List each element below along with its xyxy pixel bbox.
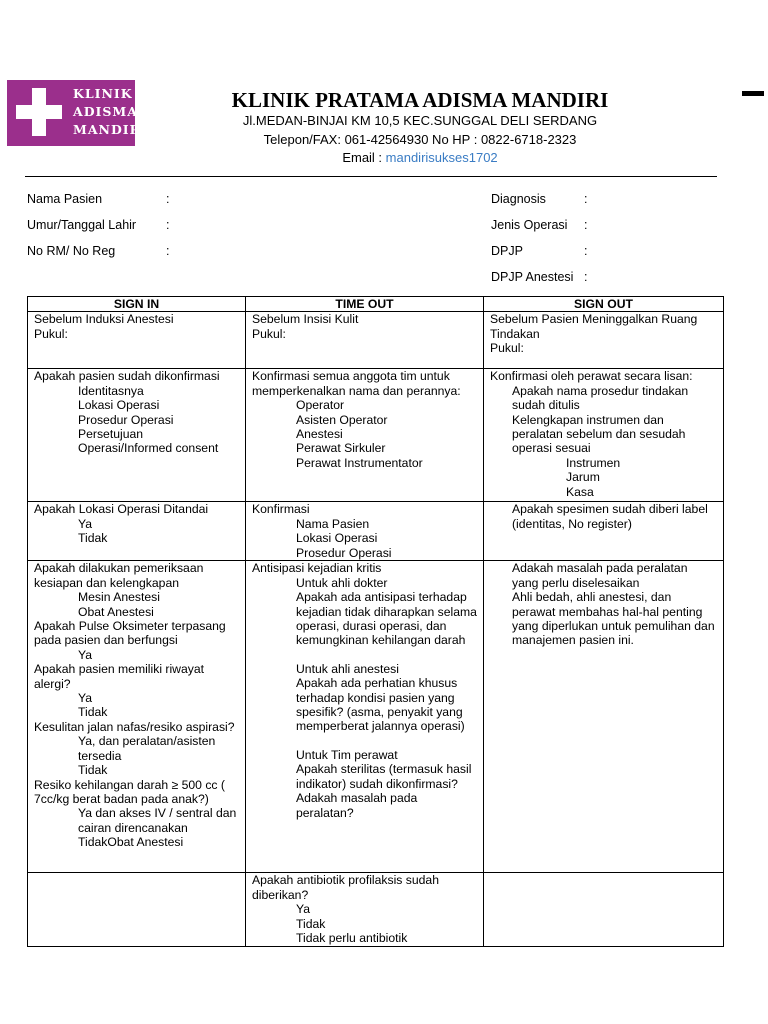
item-label: Ya bbox=[78, 691, 93, 706]
item-label: Tidak bbox=[296, 916, 326, 931]
item-label: Anestesi bbox=[296, 427, 343, 442]
check-item[interactable] bbox=[252, 576, 477, 590]
logo-line: KLINIK bbox=[73, 86, 133, 101]
check-item[interactable] bbox=[34, 605, 239, 619]
cell bbox=[484, 561, 724, 873]
item-label: Kelengkapan instrumen dan peralatan sebelum dan sesudah operasi sesuai bbox=[512, 412, 686, 456]
check-item[interactable] bbox=[490, 590, 717, 648]
check-item[interactable] bbox=[34, 648, 239, 662]
item-label: Ya bbox=[78, 516, 93, 531]
field-dpjp: DPJP bbox=[491, 244, 523, 258]
cell bbox=[484, 312, 724, 369]
cell-text: Kesulitan jalan nafas/resiko aspirasi? bbox=[34, 719, 235, 734]
item-label: Obat Anestesi bbox=[78, 604, 154, 619]
check-item[interactable] bbox=[252, 427, 477, 441]
cell-text: Apakah pasien memiliki riwayat alergi? bbox=[34, 662, 205, 691]
item-label: Untuk ahli dokter bbox=[296, 575, 388, 590]
check-item[interactable] bbox=[34, 531, 239, 545]
cell bbox=[484, 369, 724, 502]
cell-text: Apakah pasien sudah dikonfirmasi bbox=[34, 369, 220, 384]
item-label: Prosedur Operasi bbox=[78, 412, 174, 427]
clinic-logo bbox=[7, 80, 148, 146]
check-item[interactable] bbox=[34, 384, 239, 398]
check-item[interactable] bbox=[34, 398, 239, 412]
cell-text: Konfirmasi semua anggota tim untuk memperkenalkan nama dan perannya: bbox=[252, 369, 461, 398]
spacer bbox=[252, 734, 477, 748]
colon: : bbox=[166, 218, 170, 232]
cell bbox=[28, 873, 246, 947]
item-label: Tidak bbox=[78, 531, 108, 546]
cell bbox=[28, 369, 246, 502]
item-label: Operator bbox=[296, 398, 345, 413]
item-label: Lokasi Operasi bbox=[296, 531, 378, 546]
item-label: Ahli bedah, ahli anestesi, dan perawat membahas hal-hal penting yang diperlukan untuk pemulihan dan manajemen pasien ini. bbox=[512, 590, 715, 648]
logo-line: ADISMA bbox=[73, 104, 138, 119]
field-umur: Umur/Tanggal Lahir bbox=[27, 218, 137, 232]
cell bbox=[246, 502, 484, 561]
check-item[interactable] bbox=[34, 763, 239, 777]
cell-text: Pukul: bbox=[490, 341, 524, 356]
item-label: Tidak bbox=[78, 763, 108, 778]
item-description: Apakah sterilitas (termasuk hasil indikator) sudah dikonfirmasi? bbox=[296, 762, 472, 791]
item-label: Lokasi Operasi bbox=[78, 398, 160, 413]
item-label: Adakah masalah pada peralatan? bbox=[296, 791, 418, 820]
item-label: Mesin Anestesi bbox=[78, 590, 160, 605]
cell bbox=[484, 873, 724, 947]
cross-icon-bar bbox=[16, 105, 62, 119]
check-item[interactable] bbox=[34, 517, 239, 531]
item-label: Ya dan akses IV / sentral dan cairan direncanakan bbox=[78, 806, 237, 835]
cell bbox=[28, 312, 246, 369]
check-item[interactable] bbox=[252, 531, 477, 545]
header-divider bbox=[25, 176, 717, 177]
cell bbox=[246, 873, 484, 947]
check-item[interactable] bbox=[490, 485, 717, 499]
cell-text: Sebelum Pasien Meninggalkan Ruang Tindakan bbox=[490, 312, 698, 341]
cell-text: Apakah Pulse Oksimeter terpasang pada pasien dan berfungsi bbox=[34, 619, 226, 648]
cell-text: Antisipasi kejadian kritis bbox=[252, 561, 382, 576]
cell-text: Sebelum Insisi Kulit bbox=[252, 312, 359, 327]
colon: : bbox=[584, 270, 588, 284]
check-item[interactable] bbox=[252, 441, 477, 455]
check-item[interactable] bbox=[34, 427, 239, 456]
colon: : bbox=[584, 218, 588, 232]
cell-text: Apakah Lokasi Operasi Ditandai bbox=[34, 502, 209, 517]
item-label: Jarum bbox=[566, 470, 600, 485]
item-label: Apakah spesimen sudah diberi label (identitas, No register) bbox=[512, 502, 708, 531]
item-label: TidakObat Anestesi bbox=[78, 835, 184, 850]
check-item[interactable] bbox=[490, 502, 717, 531]
field-diagnosis: Diagnosis bbox=[491, 192, 546, 206]
cell bbox=[246, 312, 484, 369]
item-label: Adakah masalah pada peralatan yang perlu diselesaikan bbox=[512, 561, 688, 590]
checklist-table bbox=[27, 296, 724, 947]
check-item[interactable] bbox=[34, 691, 239, 705]
check-item[interactable] bbox=[252, 398, 477, 412]
email-link[interactable]: mandirisukses1702 bbox=[385, 150, 498, 165]
check-item[interactable] bbox=[252, 748, 477, 762]
item-label: Ya bbox=[78, 647, 93, 662]
colon: : bbox=[584, 244, 588, 258]
clinic-address: Jl.MEDAN-BINJAI KM 10,5 KEC.SUNGGAL DELI SERDANG bbox=[242, 113, 598, 128]
field-dpjp-anestesi: DPJP Anestesi bbox=[491, 270, 574, 284]
cell-text: Apakah antibiotik profilaksis sudah diberikan? bbox=[252, 873, 439, 902]
header-time-out: TIME OUT bbox=[246, 297, 484, 312]
cell-text: Konfirmasi bbox=[252, 502, 310, 517]
item-label: Perawat Sirkuler bbox=[296, 441, 386, 456]
header-sign-out: SIGN OUT bbox=[484, 297, 724, 312]
item-label: Persetujuan Operasi/Informed consent bbox=[78, 427, 219, 456]
check-item[interactable] bbox=[252, 902, 477, 916]
item-description: Apakah ada perhatian khusus terhadap kondisi pasien yang spesifik? (asma, penyakit yang memperberat jalannya operasi) bbox=[296, 676, 465, 734]
check-item[interactable] bbox=[490, 384, 717, 413]
check-item[interactable] bbox=[252, 931, 477, 945]
cell bbox=[484, 502, 724, 561]
check-item[interactable] bbox=[34, 590, 239, 604]
check-item[interactable] bbox=[252, 413, 477, 427]
cell bbox=[246, 369, 484, 502]
item-label: Kasa bbox=[566, 484, 594, 499]
email-label: Email : bbox=[342, 150, 386, 165]
item-label: Tidak perlu antibiotik bbox=[296, 931, 408, 946]
check-item[interactable] bbox=[252, 917, 477, 931]
cell-text: Pukul: bbox=[252, 326, 286, 341]
logo-line: MANDIRI bbox=[73, 122, 148, 137]
cell-text: Pukul: bbox=[34, 326, 68, 341]
item-label: Apakah nama prosedur tindakan sudah ditulis bbox=[512, 383, 689, 413]
item-label: Tidak bbox=[78, 705, 108, 720]
check-item[interactable] bbox=[34, 413, 239, 427]
item-label: Perawat Instrumentator bbox=[296, 455, 423, 470]
check-item[interactable] bbox=[34, 835, 239, 849]
check-item[interactable] bbox=[252, 662, 477, 676]
check-item[interactable] bbox=[34, 806, 239, 835]
check-item[interactable] bbox=[490, 470, 717, 484]
check-item[interactable] bbox=[34, 734, 239, 763]
colon: : bbox=[584, 192, 588, 206]
clinic-title: KLINIK PRATAMA ADISMA MANDIRI bbox=[231, 88, 609, 112]
cell bbox=[28, 561, 246, 873]
check-item[interactable] bbox=[490, 561, 717, 590]
cell-text: Konfirmasi oleh perawat secara lisan: bbox=[490, 369, 693, 384]
check-item[interactable] bbox=[252, 791, 477, 820]
cell bbox=[28, 502, 246, 561]
item-description: Apakah ada antisipasi terhadap kejadian tidak diharapkan selama operasi, durasi operasi, dan kemungkinan kehilangan darah bbox=[296, 590, 477, 648]
item-label: Untuk Tim perawat bbox=[296, 747, 398, 762]
item-label: Ya, dan peralatan/asisten tersedia bbox=[78, 734, 216, 763]
item-label: Nama Pasien bbox=[296, 516, 370, 531]
clinic-phone: Telepon/FAX: 061-42564930 No HP : 0822-6718-2323 bbox=[263, 132, 577, 147]
cell-text: Sebelum Induksi Anestesi bbox=[34, 312, 174, 327]
item-label: Prosedur Operasi bbox=[296, 545, 392, 560]
cell bbox=[246, 561, 484, 873]
item-label: Untuk ahli anestesi bbox=[296, 661, 399, 676]
spacer bbox=[252, 648, 477, 662]
cell-text: Resiko kehilangan darah ≥ 500 cc ( 7cc/kg berat badan pada anak?) bbox=[34, 777, 225, 806]
colon: : bbox=[166, 244, 170, 258]
item-label: Asisten Operator bbox=[296, 412, 388, 427]
header-sign-in: SIGN IN bbox=[28, 297, 246, 312]
colon: : bbox=[166, 192, 170, 206]
item-label: Ya bbox=[296, 902, 311, 917]
field-jenis-operasi: Jenis Operasi bbox=[491, 218, 568, 232]
logo-text bbox=[73, 85, 148, 139]
field-no-rm: No RM/ No Reg bbox=[27, 244, 116, 258]
check-item[interactable] bbox=[490, 413, 717, 456]
field-nama-pasien: Nama Pasien bbox=[27, 192, 103, 206]
check-item[interactable] bbox=[252, 546, 477, 560]
check-item[interactable] bbox=[252, 517, 477, 531]
cell-text: Apakah dilakukan pemeriksaan kesiapan dan kelengkapan bbox=[34, 561, 204, 590]
check-item[interactable] bbox=[34, 705, 239, 719]
item-label: Instrumen bbox=[566, 455, 621, 470]
clinic-email bbox=[200, 150, 640, 165]
check-item[interactable] bbox=[252, 456, 477, 470]
check-item[interactable] bbox=[490, 456, 717, 470]
item-label: Identitasnya bbox=[78, 383, 144, 398]
page-mark bbox=[742, 91, 764, 96]
